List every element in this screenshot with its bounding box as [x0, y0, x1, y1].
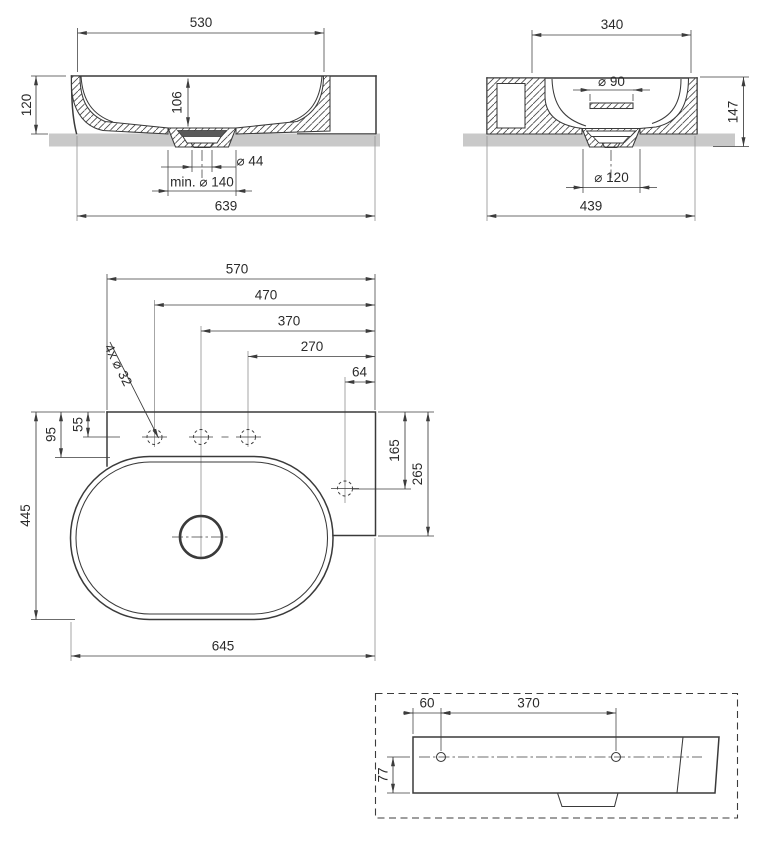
dim-plan-370: 370: [277, 313, 301, 329]
basin-outer-rim: [71, 457, 334, 620]
dim-rear-spacing: 370: [517, 695, 540, 711]
dim-plan-basin-width: 645: [211, 638, 235, 654]
dim-plan-265: 265: [410, 462, 425, 486]
dim-side-overall-height: 147: [725, 100, 741, 124]
dim-front-basin-depth: 106: [169, 91, 185, 114]
dim-plan-55: 55: [70, 416, 86, 433]
overflow-slot-section: [590, 103, 633, 109]
dim-front-height: 120: [19, 93, 34, 117]
dim-rear-height: 77: [375, 767, 391, 783]
dim-front-basin-width: 530: [189, 15, 213, 30]
dim-plan-back-width: 570: [225, 261, 249, 277]
dim-front-overall-width: 639: [214, 198, 238, 214]
left-wall-section: [72, 76, 169, 134]
dim-plan-470: 470: [254, 287, 278, 303]
rear-view-frame: [376, 694, 738, 819]
dim-side-overall-depth: 439: [579, 198, 603, 214]
drain-flange: [178, 131, 227, 137]
front-section-view: [19, 15, 380, 221]
dim-plan-445: 445: [18, 504, 33, 527]
dim-side-cutout: ⌀ 120: [594, 170, 629, 185]
side-back-wall-section: [487, 78, 582, 134]
dim-front-cutout-min: min. ⌀ 140: [170, 174, 234, 190]
rear-view: [376, 694, 738, 819]
dim-rear-offset: 60: [419, 695, 435, 711]
plan-view: [18, 262, 434, 662]
rear-body: [413, 737, 719, 793]
side-section-view: [463, 17, 749, 221]
dim-plan-95: 95: [43, 426, 59, 443]
dim-plan-64: 64: [351, 364, 368, 380]
dim-plan-165: 165: [387, 439, 402, 462]
dim-side-basin-depth: 340: [600, 17, 624, 32]
right-wall-section: [236, 76, 330, 134]
side-front-wall-section: [640, 78, 697, 134]
label-tap-holes: 4x ⌀ 32: [101, 341, 136, 389]
dim-front-drain-diameter: ⌀ 44: [236, 153, 264, 169]
dim-plan-270: 270: [300, 339, 324, 354]
dim-side-overflow: ⌀ 90: [598, 74, 625, 89]
basin-inner-rim: [76, 462, 328, 614]
